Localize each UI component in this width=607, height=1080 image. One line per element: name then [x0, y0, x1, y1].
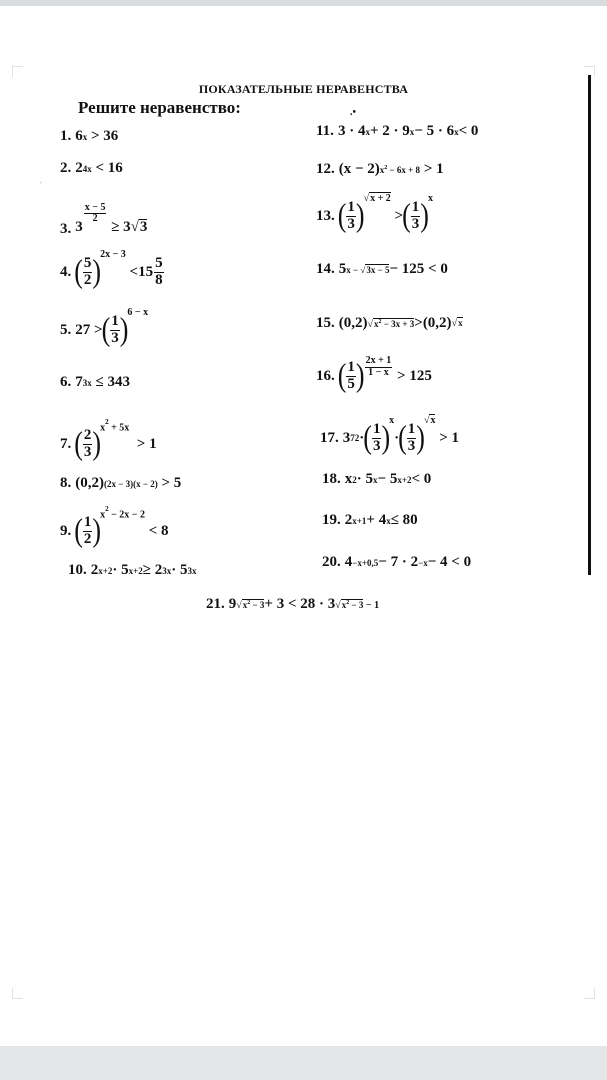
- page-title: ПОКАЗАТЕЛЬНЫЕ НЕРАВЕНСТВА: [198, 82, 409, 96]
- right-paren: ): [92, 425, 102, 462]
- rhs: > 5: [161, 475, 182, 491]
- problem-number: 19.: [322, 512, 341, 528]
- problem-number: 16.: [316, 367, 335, 384]
- expression: [74, 249, 164, 290]
- problem-7: [60, 418, 157, 462]
- expression: [337, 193, 433, 234]
- rhs: >(0,2): [414, 315, 452, 331]
- rad-rest: − 3: [349, 600, 364, 611]
- problem-9: [60, 505, 169, 549]
- problem-4: [60, 249, 165, 290]
- rad-power: 2: [247, 599, 251, 606]
- exponent: [379, 165, 421, 176]
- rhs: > 1: [136, 435, 157, 452]
- expression: [74, 505, 169, 549]
- viewer-top-bar: [0, 0, 607, 6]
- fraction: [372, 422, 382, 455]
- exp-power: 2: [384, 165, 388, 172]
- problem-number: 5.: [60, 321, 72, 338]
- crop-corner-bottom-left: [12, 988, 23, 999]
- problem-6: [60, 375, 130, 390]
- problem-17: [320, 415, 460, 456]
- problem-8: [60, 476, 181, 491]
- expression: [75, 203, 147, 235]
- sqrt-sign: √: [130, 218, 139, 235]
- problem-number: 8.: [60, 475, 72, 491]
- base: 2: [344, 512, 353, 528]
- right-paren: ): [355, 357, 365, 394]
- problem-19: [322, 513, 418, 528]
- rhs: > 36: [91, 128, 119, 144]
- exp-var: x: [379, 165, 385, 176]
- rhs: > 1: [439, 429, 460, 446]
- radicand: 3: [139, 218, 148, 235]
- rad-power: 2: [378, 318, 382, 325]
- denominator: 2: [83, 271, 92, 288]
- right-paren: ): [92, 253, 102, 290]
- problem-number: 17.: [320, 429, 339, 446]
- numerator: 2: [83, 427, 92, 443]
- problem-number: 14.: [316, 261, 335, 277]
- rhs: ≥ 2: [142, 562, 163, 578]
- expression: [339, 316, 463, 331]
- numerator: 1: [372, 421, 381, 437]
- fraction: [346, 200, 356, 233]
- exp-tail: − 1: [363, 600, 380, 612]
- exponent: x: [389, 415, 395, 426]
- expression: 7 3x ≤ 343: [75, 374, 130, 390]
- problem-number: 20.: [322, 554, 341, 570]
- rad-power: 2: [346, 599, 350, 606]
- expression: 6 x > 36: [75, 128, 119, 144]
- left-paren: (: [74, 425, 83, 462]
- rad-var: x: [374, 319, 379, 330]
- fraction: [83, 428, 93, 461]
- rhs: < 16: [95, 160, 123, 176]
- exponent: √x: [451, 318, 463, 329]
- problem-number: 21.: [206, 596, 225, 612]
- problem-2: [60, 161, 123, 176]
- crop-corner-bottom-right: [584, 988, 595, 999]
- problem-14: [316, 262, 448, 277]
- exponent: x: [427, 193, 433, 204]
- fraction: [411, 200, 421, 233]
- radicand: [373, 318, 414, 329]
- rad-var: x: [242, 600, 248, 611]
- exp-var: x −: [346, 264, 361, 275]
- exp-rest: − 6x + 8: [387, 165, 421, 176]
- base: x: [344, 471, 353, 487]
- term: − 5: [377, 471, 398, 487]
- problem-number: 12.: [316, 161, 335, 177]
- problem-1: [60, 129, 118, 144]
- times: ·: [394, 429, 400, 446]
- mixed-fraction: [154, 256, 164, 289]
- numerator: 1: [411, 199, 420, 215]
- base: 2: [75, 160, 83, 176]
- exponent: $√x^2 - 3$: [236, 599, 265, 612]
- problem-18: [322, 472, 431, 487]
- exponent-fraction: [84, 203, 107, 225]
- fraction: [83, 515, 93, 548]
- rad-rest: − 3x + 3: [381, 319, 415, 330]
- term: + 3 < 28 · 3: [264, 596, 336, 612]
- factor: · 5: [356, 471, 374, 487]
- factor: · 5: [112, 562, 129, 578]
- right-paren: ): [381, 419, 391, 456]
- term: + 2 · 9: [369, 123, 410, 139]
- exponent: 2x − 3: [100, 249, 126, 260]
- problem-number: 13.: [316, 207, 335, 224]
- problem-16: [316, 355, 432, 394]
- exponent: $√x^2 - 3x + 3$: [367, 318, 415, 331]
- expression: [75, 307, 149, 348]
- base: (x − 2): [338, 161, 380, 177]
- rhs: ≥ 3: [111, 218, 131, 235]
- right-paren: ): [119, 311, 129, 348]
- base: 3: [75, 218, 83, 235]
- term: 3 · 4: [337, 123, 366, 139]
- problem-number: 7.: [60, 435, 72, 452]
- problem-number: 18.: [322, 471, 341, 487]
- denominator: 8: [155, 271, 163, 288]
- numerator: x − 5: [84, 201, 106, 213]
- exp-power: 2: [105, 418, 109, 426]
- factor: · 5: [171, 562, 188, 578]
- problem-number: 6.: [60, 374, 72, 390]
- problem-13: [316, 193, 433, 234]
- base: 7: [75, 374, 83, 390]
- base: 6: [75, 128, 83, 144]
- radicand: 3x − 5: [366, 264, 390, 275]
- exponent: 6 − x: [127, 307, 149, 318]
- rhs: − 4 < 0: [427, 554, 472, 570]
- expression: 2 4x < 16: [75, 160, 123, 176]
- problem-number: 4.: [60, 263, 72, 280]
- denominator: 3: [111, 329, 119, 346]
- exp-var: x: [100, 422, 106, 434]
- rad-var: x: [341, 600, 347, 611]
- radicand: [242, 599, 265, 610]
- expression: 5 x − √3x − 5 − 125 < 0: [338, 261, 448, 277]
- numerator: 1: [83, 514, 92, 530]
- numerator: 5: [83, 255, 92, 271]
- exp-power: 2: [105, 505, 109, 513]
- exp-var: x: [100, 509, 106, 521]
- rhs: < 0: [458, 123, 479, 139]
- expression: (0,2) (2x − 3)(x − 2) > 5: [75, 475, 182, 491]
- exponent: [100, 418, 130, 434]
- left-paren: (: [337, 357, 347, 394]
- left-paren: (: [74, 512, 83, 549]
- scan-smudge: ⸴: [40, 176, 43, 186]
- expression: 4 −x+0,5 − 7 · 2 −x − 4 < 0: [344, 554, 472, 570]
- right-paren: ): [420, 197, 429, 234]
- term: − 5 · 6: [414, 123, 455, 139]
- viewer-bottom-bar: [0, 1046, 607, 1080]
- fraction: [346, 360, 356, 393]
- denominator: 1 − x: [368, 366, 389, 378]
- exp-rest: − 2x − 2: [111, 509, 145, 521]
- exponent: [100, 505, 145, 521]
- right-paren: ): [92, 512, 102, 549]
- rhs: > 1: [423, 161, 444, 177]
- exp-rest: + 5x: [111, 422, 130, 434]
- term: + 4: [366, 512, 387, 528]
- problem-11: [316, 124, 478, 139]
- denominator: 5: [347, 375, 355, 392]
- fraction: [407, 422, 417, 455]
- rhs: > 125: [397, 367, 432, 384]
- expression: 2 x+1 + 4 x ≤ 80: [344, 512, 418, 528]
- radicand: x + 2: [370, 193, 391, 204]
- left-paren: (: [398, 419, 407, 456]
- problem-number: 9.: [60, 522, 72, 539]
- base: (0,2): [75, 475, 104, 491]
- rhs: ≤ 343: [95, 374, 130, 390]
- numerator: 1: [407, 421, 416, 437]
- base: 2: [90, 562, 99, 578]
- problem-10: [68, 563, 197, 578]
- denominator: 2: [83, 530, 92, 547]
- numerator: 1: [111, 313, 119, 329]
- expression: [229, 597, 379, 612]
- exponent-fraction: [365, 356, 393, 378]
- rhs: < 0: [411, 471, 432, 487]
- fraction: [83, 256, 93, 289]
- times: ·: [359, 429, 365, 446]
- right-paren: ): [416, 419, 425, 456]
- base: 5: [338, 261, 347, 277]
- expression: 3 · 4 x + 2 · 9 x − 5 · 6 x < 0: [337, 123, 479, 139]
- base: 3: [342, 429, 351, 446]
- numerator: 2x + 1: [365, 355, 392, 366]
- right-paren: ): [355, 197, 365, 234]
- instruction-text: Решите неравенство:: [78, 98, 241, 117]
- scan-speck: .•: [350, 107, 357, 118]
- exponent: √x + 2: [363, 193, 391, 204]
- problem-number: 11.: [316, 123, 334, 139]
- problem-number: 3.: [60, 221, 72, 237]
- rhs: < 8: [148, 522, 169, 539]
- expression: x 2 · 5 x − 5 x+2 < 0: [344, 471, 432, 487]
- expression: 2 x+2 · 5 x+2 ≥ 2 3x · 5 3x: [90, 562, 197, 578]
- problem-15: [316, 316, 463, 331]
- denominator: 3: [372, 437, 381, 454]
- scan-edge-line: [588, 75, 591, 575]
- rhs: − 125 < 0: [389, 261, 448, 277]
- lhs: 27 >: [75, 321, 103, 338]
- exponent: $√x^2 - 3 - 1$: [335, 599, 380, 612]
- problem-3: [60, 200, 147, 237]
- expression: [74, 418, 157, 462]
- expression: [339, 162, 444, 177]
- base: 4: [344, 554, 353, 570]
- expression: 3 72 · ( $\frac{1}{3}$ ) x · ( $\frac{1}{3}$ ) √x > 1: [342, 415, 460, 456]
- numerator: 5: [155, 255, 163, 271]
- problem-number: 10.: [68, 562, 87, 578]
- left-paren: (: [337, 197, 347, 234]
- radicand: x: [458, 318, 463, 328]
- relation: >: [394, 207, 404, 224]
- problem-12: [316, 162, 444, 177]
- problem-5: [60, 307, 149, 348]
- numerator: 1: [347, 199, 355, 215]
- term: − 7 · 2: [378, 554, 419, 570]
- rhs: ≤ 80: [390, 512, 418, 528]
- left-paren: (: [363, 419, 372, 456]
- radicand: [341, 599, 364, 610]
- left-paren: (: [101, 311, 111, 348]
- problem-number: 2.: [60, 160, 72, 176]
- denominator: 3: [83, 443, 92, 460]
- problem-21: [206, 597, 379, 612]
- rhs: <15: [129, 263, 154, 280]
- problem-number: 15.: [316, 315, 335, 331]
- denominator: 3: [411, 215, 420, 232]
- denominator: 3: [347, 215, 355, 232]
- denominator: 2: [92, 213, 98, 224]
- base: 9: [228, 596, 237, 612]
- problem-20: [322, 555, 471, 570]
- radicand: x: [430, 415, 436, 426]
- fraction: [110, 314, 120, 347]
- denominator: 3: [407, 437, 416, 454]
- expression: [337, 355, 432, 394]
- left-paren: (: [74, 253, 83, 290]
- left-paren: (: [402, 197, 411, 234]
- problem-number: 1.: [60, 128, 72, 144]
- rad-rest: − 3: [250, 600, 265, 611]
- exponent: √x: [423, 415, 436, 426]
- base: (0,2): [338, 315, 368, 331]
- numerator: 1: [347, 359, 355, 375]
- crop-corner-top-left: [12, 66, 23, 77]
